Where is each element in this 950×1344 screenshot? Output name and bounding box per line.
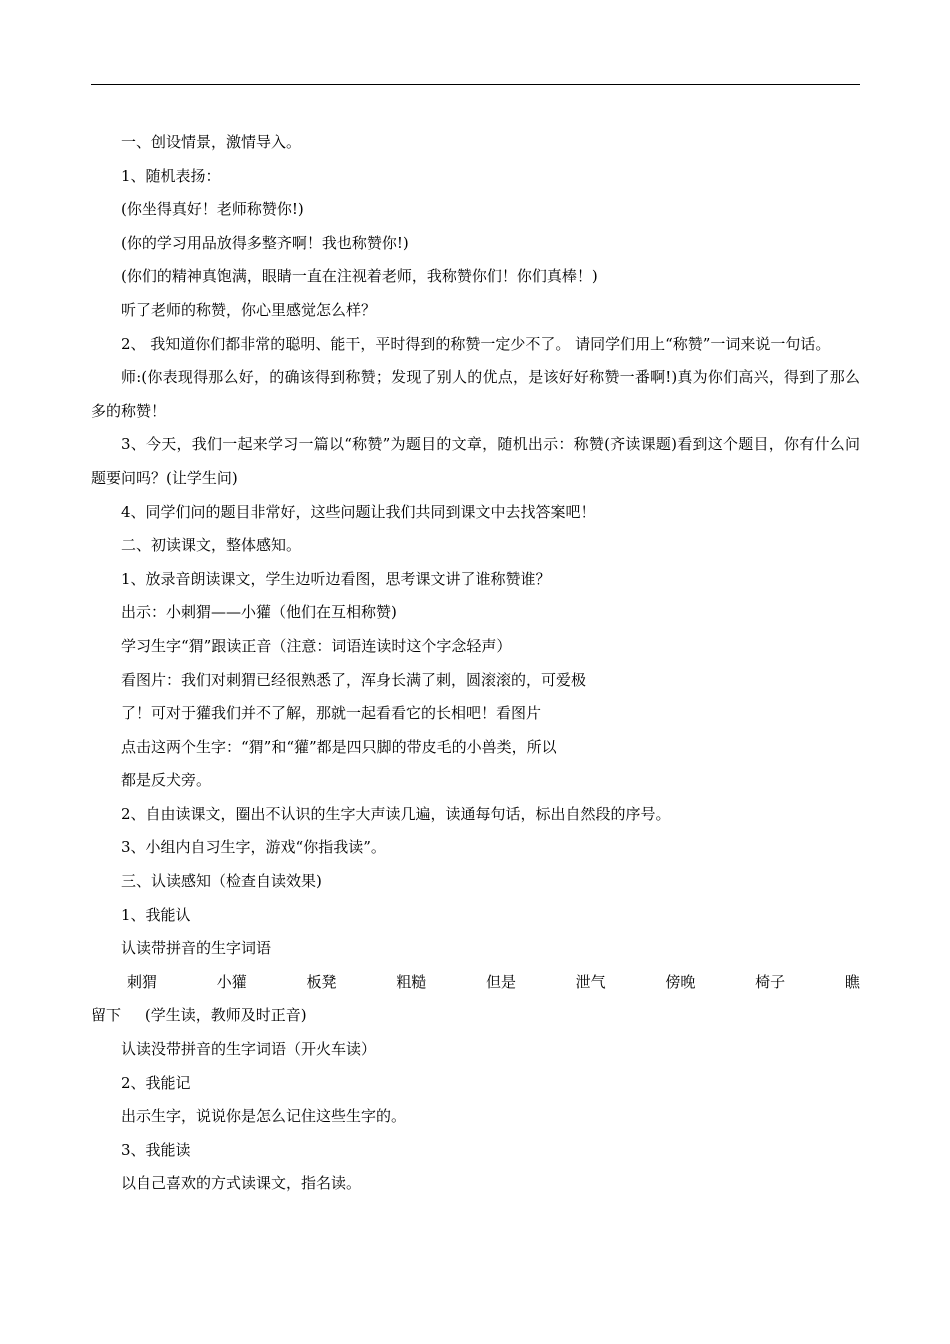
vocab-word: 小獾 [216,972,247,991]
paragraph: 以自己喜欢的方式读课文，指名读。 [121,1174,362,1193]
paragraph: 2、 我知道你们都非常的聪明、能干，平时得到的称赞一定少不了。 请同学们用上“称赞”一词来说一句话。 [121,334,831,353]
paragraph: 1、放录音朗读课文，学生边听边看图，思考课文讲了谁称赞谁？ [121,569,551,588]
paragraph: 点击这两个生字：“猬”和“獾”都是四只脚的带皮毛的小兽类，所以 [121,737,557,756]
vocab-word: 瞧 [844,972,860,991]
paragraph: (你们的精神真饱满，眼睛一直在注视着老师，我称赞你们！你们真棒！) [121,267,598,286]
vocab-word: 刺猬 [127,972,158,991]
paragraph: (你坐得真好！老师称赞你!) [121,200,304,219]
paragraph: 2、我能记 [121,1073,191,1092]
vocab-word: 傍晚 [665,972,696,991]
paragraph: 出示：小刺猬——小獾（他们在互相称赞) [121,603,397,622]
vocab-word: 板凳 [306,972,337,991]
section-heading-1: 一、创设情景，激情导入。 [121,133,302,151]
paragraph: 认读没带拼音的生字词语（开火车读） [121,1040,377,1059]
paragraph: 3、今天，我们一起来学习一篇以“称赞”为题目的文章，随机出示：称赞(齐读课题)看到这个题目，你有什么问题要问吗？(让学生问) [91,435,860,487]
document-body [91,126,860,1201]
paragraph: 都是反犬旁。 [121,771,212,790]
paragraph: 了！可对于獾我们并不了解，那就一起看看它的长相吧！看图片 [121,704,542,723]
paragraph: 看图片：我们对刺猬已经很熟悉了，浑身长满了刺，圆滚滚的，可爱极 [121,670,587,689]
paragraph: 留下 (学生读，教师及时正音) [91,1006,307,1025]
vocab-word: 粗糙 [396,972,427,991]
vocab-word: 但是 [485,972,516,991]
paragraph: (你的学习用品放得多整齐啊！我也称赞你!) [121,233,409,252]
vocab-word: 椅子 [755,972,786,991]
section-heading-3: 三、认读感知（检查自读效果) [121,872,322,891]
paragraph: 3、小组内自习生字，游戏“你指我读”。 [121,838,386,857]
vocab-word: 泄气 [575,972,606,991]
section-heading-2: 二、初读课文，整体感知。 [121,536,302,555]
paragraph: 出示生字，说说你是怎么记住这些生字的。 [121,1107,407,1126]
paragraph: 师:(你表现得那么好，的确该得到称赞；发现了别人的优点，是该好好称赞一番啊!)真为你们高兴，得到了那么多的称赞！ [91,368,860,420]
paragraph: 4、同学们问的题目非常好，这些问题让我们共同到课文中去找答案吧！ [121,502,596,521]
paragraph: 2、自由读课文，圈出不认识的生字大声读几遍，读通每句话，标出自然段的序号。 [121,804,671,823]
paragraph: 3、我能读 [121,1140,191,1159]
paragraph: 学习生字“猬”跟读正音（注意：词语连读时这个字念轻声） [121,636,512,655]
header-rule [91,84,860,85]
paragraph: 听了老师的称赞，你心里感觉怎么样？ [121,300,377,319]
paragraph: 1、我能认 [121,905,191,924]
vocabulary-word-row [91,966,860,1000]
paragraph: 认读带拼音的生字词语 [121,939,272,958]
paragraph: 1、随机表扬： [121,166,221,185]
